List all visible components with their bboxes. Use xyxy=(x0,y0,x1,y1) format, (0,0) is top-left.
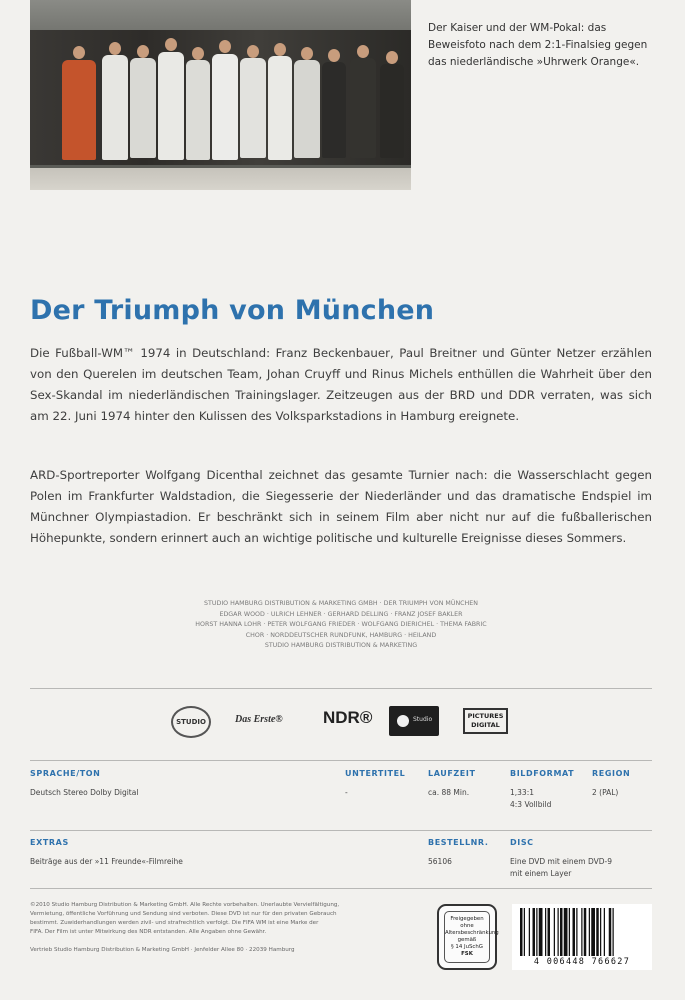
legal-line: ©2010 Studio Hamburg Distribution & Marketing GmbH. Alle Rechte vorbehalten. Unerlaubte Vervielfältigung, xyxy=(30,902,340,908)
photo-caption: Der Kaiser und der WM-Pokal: das Beweisfoto nach dem 2:1-Finalsieg gegen das niederländische »Uhrwerk Orange«. xyxy=(428,22,648,68)
legal-line xyxy=(30,937,430,946)
order-number-label: BESTELLNR. xyxy=(428,838,489,847)
disc-label: DISC xyxy=(510,838,534,847)
divider xyxy=(30,888,652,889)
legal-line: Vertrieb Studio Hamburg Distribution & Marketing GmbH · Jenfelder Allee 80 · 22039 Hamburg xyxy=(30,947,295,953)
credit-line: EDGAR WOOD · ULRICH LEHNER · GERHARD DELLING · FRANZ JOSEF BAKLER xyxy=(219,610,463,618)
logo-row xyxy=(163,700,528,748)
legal-notice xyxy=(30,901,430,955)
fsk-text: gemäß xyxy=(457,937,477,943)
fsk-rating-badge xyxy=(437,904,497,970)
language-label: SPRACHE/TON xyxy=(30,769,101,778)
fsk-text: Freigegeben xyxy=(450,916,484,922)
ndr-logo: NDR® xyxy=(323,708,373,727)
credit-line: CHOR · NORDDEUTSCHER RUNDFUNK, HAMBURG · HEILAND xyxy=(245,631,437,639)
fsk-text: ohne xyxy=(460,923,474,929)
credit-line: STUDIO HAMBURG DISTRIBUTION & MARKETING GMBH · DER TRIUMPH VON MÜNCHEN xyxy=(204,600,478,607)
extras-value: Beiträge aus der »11 Freunde«-Filmreihe xyxy=(30,857,183,866)
studio-hamburg-logo: STUDIO xyxy=(171,706,211,738)
credit-line: STUDIO HAMBURG DISTRIBUTION & MARKETING xyxy=(264,642,418,649)
team-photo xyxy=(30,0,411,190)
disc-value: Eine DVD mit einem DVD-9 xyxy=(510,857,613,866)
runtime-label: LAUFZEIT xyxy=(428,769,476,778)
barcode-number: 4 006448 766627 xyxy=(533,957,631,967)
film-title: Der Triumph von München xyxy=(30,295,435,326)
barcode-bars xyxy=(520,908,644,956)
language-value: Deutsch Stereo Dolby Digital xyxy=(30,788,139,797)
das-erste-logo: Das Erste® xyxy=(235,714,283,725)
region-value: 2 (PAL) xyxy=(592,788,619,797)
legal-line: Vermietung, öffentliche Vorführung und Sendung sind verboten. Diese DVD ist nur für den privaten Gebrauch xyxy=(30,911,337,917)
pictures-logo: PICTURES DIGITAL xyxy=(463,708,508,734)
order-number-value: 56106 xyxy=(428,857,452,866)
ard-logo xyxy=(389,706,439,736)
legal-line: FIFA. Der Film ist unter Mitwirkung des NDR entstanden. Alle Angaben ohne Gewähr. xyxy=(30,929,267,935)
divider xyxy=(30,760,652,761)
barcode xyxy=(512,904,652,970)
fsk-text: Altersbeschränkung xyxy=(445,930,499,936)
picture-format-value: 1,33:1 xyxy=(510,788,534,797)
region-label: REGION xyxy=(592,769,631,778)
credit-line: HORST HANNA LOHR · PETER WOLFGANG FRIEDER · WOLFGANG DIERICHEL · THEMA FABRIC xyxy=(195,621,487,628)
disc-value-2: mit einem Layer xyxy=(510,869,572,878)
divider xyxy=(30,830,652,831)
runtime-value: ca. 88 Min. xyxy=(428,788,470,797)
fsk-text: FSK xyxy=(461,951,473,957)
divider xyxy=(30,688,652,689)
fsk-text: § 14 JuSchG xyxy=(451,944,483,950)
ard-logo-text: Studio xyxy=(413,716,433,723)
synopsis-paragraph-2: ARD-Sportreporter Wolfgang Dicenthal zeichnet das gesamte Turnier nach: die Wasserschlacht gegen Polen im Frankfurter Waldstadion, die Siegesserie der Niederländer und das dramatische Endspiel im Münchner Olympiastadion. Er beschränkt sich in seinem Film aber nicht nur auf die fußballerischen Höhepunkte, sondern erinnert auch an wichtige politische und kulturelle Ereignisse dieses Sommers. xyxy=(30,468,652,545)
legal-line: bestimmt. Zuwiderhandlungen werden zivil- und strafrechtlich verfolgt. Die FIFA WM ist eine Marke der xyxy=(30,920,319,926)
extras-label: EXTRAS xyxy=(30,838,69,847)
picture-format-label: BILDFORMAT xyxy=(510,769,575,778)
credit-block xyxy=(30,599,652,652)
synopsis-paragraph-1: Die Fußball-WM™ 1974 in Deutschland: Franz Beckenbauer, Paul Breitner und Günter Netzer erzählen von den Querelen im deutschen Team, Johan Cruyff und Rinus Michels enthüllen die Wahrheit über den Sex-Skandal im niederländischen Trainingslager. Zeitzeugen aus der BRD und DDR verraten, was sich am 22. Juni 1974 hinter den Kulissen des Volksparkstadions in Hamburg ereignete. xyxy=(30,346,652,423)
subtitle-value: - xyxy=(345,788,348,797)
picture-format-value-2: 4:3 Vollbild xyxy=(510,800,552,809)
subtitle-label: UNTERTITEL xyxy=(345,769,406,778)
